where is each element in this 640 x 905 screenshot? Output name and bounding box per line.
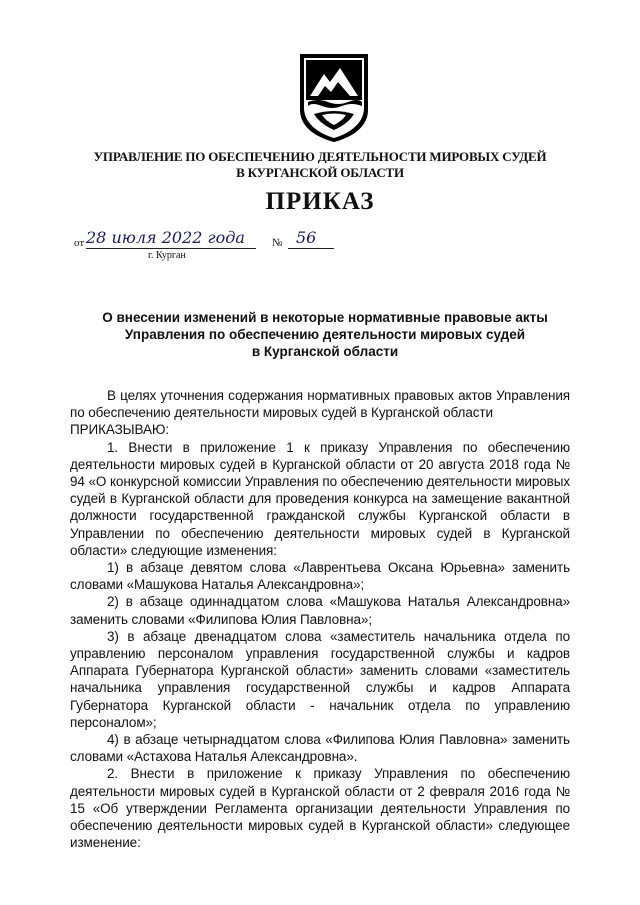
handwritten-date: 28 июля 2022 года bbox=[86, 228, 256, 249]
date-number-line bbox=[74, 228, 374, 262]
city-label: г. Курган bbox=[148, 250, 186, 261]
org-line-2: В КУРГАНСКОЙ ОБЛАСТИ bbox=[236, 165, 404, 180]
kurgan-coat-of-arms-icon bbox=[298, 52, 370, 144]
order-word: ПРИКАЗЫВАЮ: bbox=[70, 422, 170, 438]
item-1-3: 3) в абзаце двенадцатом слова «заместитель начальника отдела по управлению персоналом управления государственной службы и кадров Аппарата Губернатора Курганской области» заменить словами «заместитель начальника управления государственной службы и кадров Аппарата Губернатора Курганской области - начальник отдела по управлению персоналом»; bbox=[70, 628, 570, 730]
intro-paragraph: В целях уточнения содержания нормативных правовых актов Управления по обеспечению деятельности мировых судей в Курганской области bbox=[70, 388, 570, 421]
organization-name bbox=[70, 149, 570, 181]
document-subject bbox=[80, 309, 570, 360]
org-line-1: УПРАВЛЕНИЕ ПО ОБЕСПЕЧЕНИЮ ДЕЯТЕЛЬНОСТИ МИРОВЫХ СУДЕЙ bbox=[93, 149, 547, 164]
handwritten-number: 56 bbox=[288, 228, 334, 249]
date-from-label: от bbox=[74, 237, 85, 249]
item-1: 1. Внести в приложение 1 к приказу Управления по обеспечению деятельности мировых судей в Курганской области от 20 августа 2018 года № 94 «О конкурсной комиссии Управления по обеспечению деятельности мировых судей в Курганской области для проведения конкурса на замещение вакантной должности государственной гражданской службы Курганской области в Управлении по обеспечению деятельности мировых судей в Курганской области» следующие изменения: bbox=[70, 439, 570, 558]
item-1-2: 2) в абзаце одиннадцатом слова «Машукова Наталья Александровна» заменить словами «Филипова Юлия Павловна»; bbox=[70, 594, 570, 627]
item-1-1: 1) в абзаце девятом слова «Лаврентьева Оксана Юрьевна» заменить словами «Машукова Наталья Александровна»; bbox=[70, 560, 570, 593]
number-label: № bbox=[272, 237, 283, 249]
subject-line-1: О внесении изменений в некоторые нормативные правовые акты bbox=[102, 310, 548, 325]
document-body bbox=[70, 387, 570, 851]
item-2: 2. Внести в приложение к приказу Управления по обеспечению деятельности мировых судей в Курганской области от 2 февраля 2016 года № 15 «Об утверждении Регламента организации деятельности Управления по обеспечению деятельности мировых судей в Курганской области» следующее изменение: bbox=[70, 766, 570, 851]
item-1-4: 4) в абзаце четырнадцатом слова «Филипова Юлия Павловна» заменить словами «Астахова Наталья Александровна». bbox=[70, 732, 570, 765]
subject-line-3: в Курганской области bbox=[251, 344, 399, 359]
document-title: ПРИКАЗ bbox=[265, 188, 375, 215]
subject-line-2: Управления по обеспечению деятельности мировых судей bbox=[124, 327, 526, 342]
